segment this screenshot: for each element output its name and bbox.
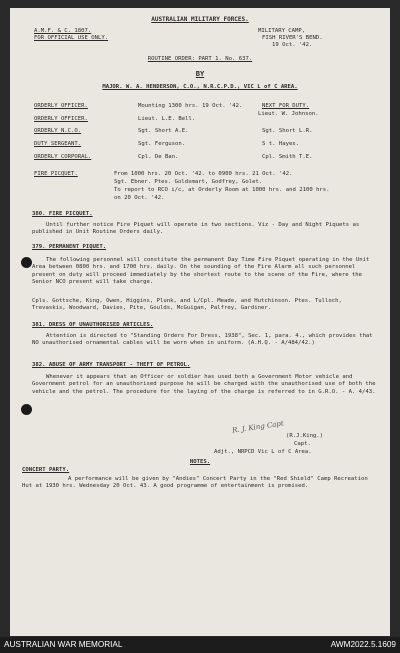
section-text: Cpls. Gottsche, King, Owen, Higgins, Plunk, and L/Cpl. Meade, and Hutchinson. Ptes. Tulloch, Trevaskis, Woodward, Davies, Pite, Goulds, McGuigan, Palfrey, Gardiner. bbox=[32, 298, 342, 312]
duty-label: DUTY SERGEANT. bbox=[34, 141, 82, 147]
fire-picquet-line: Sgt. Ebner. Ptes. Goldsmart, Godfrey, Golet. bbox=[114, 179, 263, 185]
duty-next: Sgt. Short L.R. bbox=[262, 128, 313, 134]
section-body bbox=[32, 222, 378, 237]
archive-footer bbox=[0, 637, 400, 653]
location-line-1: MILITARY CAMP, bbox=[258, 28, 306, 34]
fire-picquet-line: on 20 Oct. '42. bbox=[114, 195, 165, 201]
duty-next: Lieut. W. Johnson. bbox=[258, 111, 319, 117]
section-body bbox=[32, 257, 378, 287]
section-text: The following personnel will constitute the permanent Day Time Fire Piquet operating in the Unit Area between 0800 hrs. and 1700 hrs. daily. On the sounding of the Fire Alarm all such personnel present on duty will proceed immediately by the shortest route to the scene of the Fire, where the Senior NCO present will take charge. bbox=[32, 257, 370, 286]
section-text: A performance will be given by "Andies" Concert Party in the "Red Shield" Camp Recreation Hut at 1930 hrs. Wednesday 20 Oct. 43. A good programme of entertainment is promised. bbox=[22, 476, 368, 490]
section-names bbox=[32, 298, 378, 313]
classification-line-2: FOR OFFICIAL USE ONLY. bbox=[34, 35, 109, 41]
fire-picquet-line: From 1000 hrs. 20 Oct. '42. to 0900 hrs. 21 Oct. '42. bbox=[114, 171, 293, 177]
punch-hole bbox=[21, 257, 32, 268]
section-heading: CONCERT PARTY. bbox=[22, 467, 70, 473]
document-title: AUSTRALIAN MILITARY FORCES. bbox=[151, 16, 249, 23]
section-text: Whenever it appears that an Officer or soldier has used both a Government Motor vehicle and Government petrol for an unauthorised purpose he will be charged with the unauthorised use of both the vehicle and the petrol. The procedure for the laying of the charge is referred to in G.R.O. - A. 4/43. bbox=[32, 374, 376, 395]
section-body bbox=[22, 476, 380, 491]
location-line-2: FISH RIVER'S BEND. bbox=[262, 35, 323, 41]
section-text: Until further notice Fire Piquet will operate in two sections. Viz - Day and Night Piquets as published in Unit Routine Orders daily. bbox=[32, 222, 360, 236]
section-text: Attention is directed to "Standing Orders For Dress, 1938", Sec. 1, para. 4., which provides that NO unauthorised ornamental cables will be worn when in uniform. (A.H.Q. - A/484/42.) bbox=[32, 333, 373, 347]
signatory-appointment: Adjt., NRPCD Vic L of C Area. bbox=[214, 449, 312, 455]
duty-name: Sgt. Short A.E. bbox=[138, 128, 189, 134]
signatory-rank: Capt. bbox=[294, 441, 311, 447]
duty-next: S t. Hayes. bbox=[262, 141, 300, 147]
punch-hole bbox=[21, 404, 32, 415]
by-line: BY bbox=[195, 70, 205, 78]
duty-label: ORDERLY N.C.O. bbox=[34, 128, 82, 134]
duty-name: Sgt. Ferguson. bbox=[138, 141, 186, 147]
duty-name: Lieut. L.E. Bell. bbox=[138, 116, 196, 122]
section-heading: 382. ABUSE OF ARMY TRANSPORT - THEFT OF PETROL. bbox=[32, 362, 191, 368]
duty-label: ORDERLY CORPORAL. bbox=[34, 154, 92, 160]
order-date: 19 Oct. '42. bbox=[272, 42, 313, 48]
section-heading: 379. PERMANENT PIQUET. bbox=[32, 244, 107, 250]
duty-label: ORDERLY OFFICER. bbox=[34, 103, 88, 109]
section-heading: 380. FIRE PICQUET. bbox=[32, 211, 93, 217]
section-body bbox=[32, 333, 378, 348]
archive-name: AUSTRALIAN WAR MEMORIAL bbox=[4, 640, 123, 649]
signature-scrawl: R. J. King Capt bbox=[231, 419, 285, 435]
document-page bbox=[10, 8, 390, 636]
section-body bbox=[32, 374, 378, 396]
signatory-name: (R.J.King.) bbox=[286, 433, 324, 439]
fire-picquet-line: To report to RCO i/c, at Orderly Room at 1000 hrs. and 2100 hrs. bbox=[114, 187, 330, 193]
fire-picquet-label: FIRE PICQUET. bbox=[34, 171, 78, 177]
commander-line: MAJOR. W. A. HENDERSON, C.O., N.R.C.P.D., VIC L of C AREA. bbox=[102, 84, 298, 90]
archive-reference: AWM2022.5.1609 bbox=[330, 640, 396, 649]
duty-next: Cpl. Smith T.E. bbox=[262, 154, 313, 160]
classification-line-1: A.M.F. & C. 1807. bbox=[34, 28, 92, 34]
section-heading: 381. DRESS OF UNAUTHORISED ARTICLES. bbox=[32, 322, 154, 328]
duty-label: ORDERLY OFFICER. bbox=[34, 116, 88, 122]
order-title: ROUTINE ORDER: PART 1. No. 637. bbox=[147, 56, 253, 62]
duty-name: Cpl. De Ban. bbox=[138, 154, 179, 160]
next-for-duty-label: NEXT FOR DUTY. bbox=[262, 103, 310, 109]
duty-mounting: Mounting 1300 hrs. 19 Oct. '42. bbox=[138, 103, 243, 109]
notes-label: NOTES. bbox=[189, 459, 211, 465]
